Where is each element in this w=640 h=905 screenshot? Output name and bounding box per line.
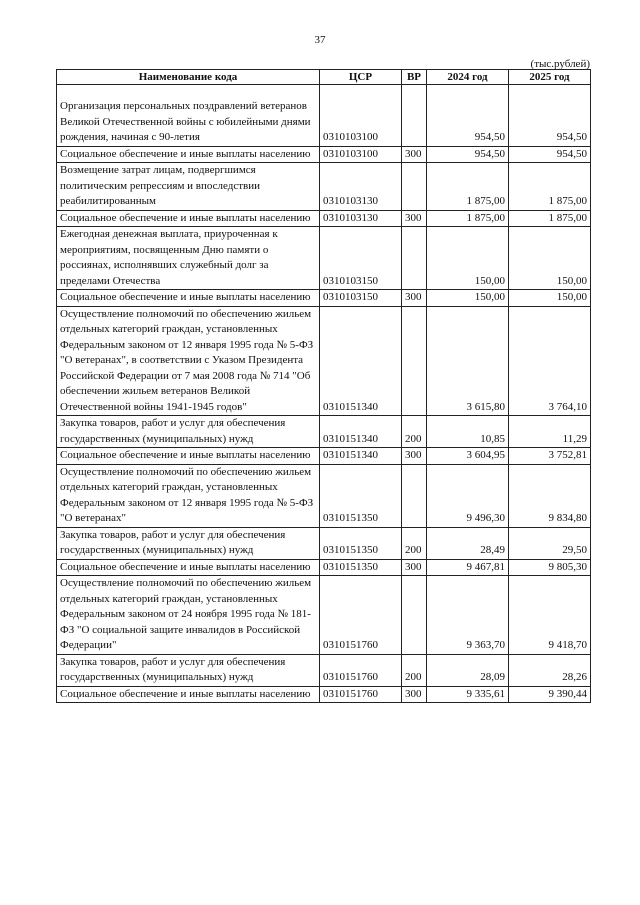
cell-vr bbox=[402, 85, 427, 147]
cell-name: Закупка товаров, работ и услуг для обеспечения государственных (муниципальных) нужд bbox=[57, 527, 320, 559]
cell-vr bbox=[402, 163, 427, 211]
cell-2024: 150,00 bbox=[427, 227, 509, 290]
header-2025: 2025 год bbox=[509, 70, 591, 85]
header-vr: ВР bbox=[402, 70, 427, 85]
cell-2025: 3 752,81 bbox=[509, 448, 591, 465]
cell-2025: 29,50 bbox=[509, 527, 591, 559]
cell-name: Социальное обеспечение и иные выплаты населению bbox=[57, 290, 320, 307]
table-row bbox=[57, 464, 591, 527]
budget-table bbox=[56, 69, 591, 703]
cell-csr: 0310151350 bbox=[320, 527, 402, 559]
cell-name: Социальное обеспечение и иные выплаты населению bbox=[57, 559, 320, 576]
table-row bbox=[57, 85, 591, 147]
cell-name: Осуществление полномочий по обеспечению жильем отдельных категорий граждан, установленных Федеральным законом от 12 января 1995 года № 5-ФЗ "О ветеранах" bbox=[57, 464, 320, 527]
cell-2024: 28,49 bbox=[427, 527, 509, 559]
cell-vr bbox=[402, 576, 427, 655]
cell-csr: 0310151760 bbox=[320, 654, 402, 686]
cell-2025: 1 875,00 bbox=[509, 163, 591, 211]
cell-2024: 1 875,00 bbox=[427, 210, 509, 227]
cell-csr: 0310151340 bbox=[320, 416, 402, 448]
cell-2025: 954,50 bbox=[509, 146, 591, 163]
cell-2025: 9 834,80 bbox=[509, 464, 591, 527]
cell-2024: 9 335,61 bbox=[427, 686, 509, 703]
cell-2025: 150,00 bbox=[509, 290, 591, 307]
table-row bbox=[57, 559, 591, 576]
table-row bbox=[57, 227, 591, 290]
cell-vr: 200 bbox=[402, 416, 427, 448]
cell-name: Ежегодная денежная выплата, приуроченная к мероприятиям, посвященным Дню памяти о россиянах, исполнявших служебный долг за пределами Отечества bbox=[57, 227, 320, 290]
cell-name: Закупка товаров, работ и услуг для обеспечения государственных (муниципальных) нужд bbox=[57, 654, 320, 686]
cell-2024: 954,50 bbox=[427, 146, 509, 163]
table-row bbox=[57, 210, 591, 227]
cell-name: Социальное обеспечение и иные выплаты населению bbox=[57, 146, 320, 163]
header-2024: 2024 год bbox=[427, 70, 509, 85]
header-name: Наименование кода bbox=[57, 70, 320, 85]
table-header-row bbox=[57, 70, 591, 85]
table-row bbox=[57, 686, 591, 703]
cell-2024: 3 604,95 bbox=[427, 448, 509, 465]
cell-2025: 954,50 bbox=[509, 85, 591, 147]
cell-csr: 0310103150 bbox=[320, 290, 402, 307]
table-row bbox=[57, 146, 591, 163]
cell-2024: 150,00 bbox=[427, 290, 509, 307]
table-row bbox=[57, 290, 591, 307]
cell-2025: 28,26 bbox=[509, 654, 591, 686]
cell-2024: 9 467,81 bbox=[427, 559, 509, 576]
cell-csr: 0310151350 bbox=[320, 559, 402, 576]
cell-name: Организация персональных поздравлений ветеранов Великой Отечественной войны с юбилейными днями рождения, начиная с 90-летия bbox=[57, 85, 320, 147]
cell-2024: 9 496,30 bbox=[427, 464, 509, 527]
cell-2025: 3 764,10 bbox=[509, 306, 591, 416]
cell-csr: 0310151340 bbox=[320, 306, 402, 416]
cell-csr: 0310103150 bbox=[320, 227, 402, 290]
cell-2025: 11,29 bbox=[509, 416, 591, 448]
table-row bbox=[57, 416, 591, 448]
cell-2024: 1 875,00 bbox=[427, 163, 509, 211]
cell-name: Социальное обеспечение и иные выплаты населению bbox=[57, 210, 320, 227]
cell-2025: 1 875,00 bbox=[509, 210, 591, 227]
cell-csr: 0310103130 bbox=[320, 210, 402, 227]
cell-2024: 28,09 bbox=[427, 654, 509, 686]
table-body bbox=[57, 85, 591, 703]
cell-2025: 9 418,70 bbox=[509, 576, 591, 655]
cell-vr: 200 bbox=[402, 527, 427, 559]
cell-vr bbox=[402, 227, 427, 290]
cell-vr: 300 bbox=[402, 210, 427, 227]
cell-vr: 300 bbox=[402, 146, 427, 163]
cell-2025: 9 805,30 bbox=[509, 559, 591, 576]
cell-name: Социальное обеспечение и иные выплаты населению bbox=[57, 448, 320, 465]
cell-name: Осуществление полномочий по обеспечению жильем отдельных категорий граждан, установленных Федеральным законом от 12 января 1995 года № 5-ФЗ "О ветеранах", в соответствии с Указом Президента Российской Федерации от 7 мая 2008 года № 714 "Об обеспечении жильем ветеранов Великой Отечественной войны 1941-1945 годов" bbox=[57, 306, 320, 416]
cell-vr bbox=[402, 306, 427, 416]
cell-vr: 300 bbox=[402, 290, 427, 307]
cell-name: Закупка товаров, работ и услуг для обеспечения государственных (муниципальных) нужд bbox=[57, 416, 320, 448]
cell-csr: 0310151760 bbox=[320, 686, 402, 703]
header-csr: ЦСР bbox=[320, 70, 402, 85]
cell-name: Социальное обеспечение и иные выплаты населению bbox=[57, 686, 320, 703]
cell-vr: 300 bbox=[402, 559, 427, 576]
cell-vr: 200 bbox=[402, 654, 427, 686]
table-row bbox=[57, 163, 591, 211]
cell-name: Осуществление полномочий по обеспечению жильем отдельных категорий граждан, установленных Федеральным законом от 24 ноября 1995 года № 181-ФЗ "О социальной защите инвалидов в Российской Федерации" bbox=[57, 576, 320, 655]
cell-vr: 300 bbox=[402, 686, 427, 703]
cell-2024: 954,50 bbox=[427, 85, 509, 147]
cell-vr: 300 bbox=[402, 448, 427, 465]
cell-2025: 150,00 bbox=[509, 227, 591, 290]
cell-csr: 0310151760 bbox=[320, 576, 402, 655]
cell-2025: 9 390,44 bbox=[509, 686, 591, 703]
cell-csr: 0310103130 bbox=[320, 163, 402, 211]
table-row bbox=[57, 654, 591, 686]
table-row bbox=[57, 527, 591, 559]
table-row bbox=[57, 576, 591, 655]
cell-vr bbox=[402, 464, 427, 527]
cell-name: Возмещение затрат лицам, подвергшимся политическим репрессиям и впоследствии реабилитированным bbox=[57, 163, 320, 211]
table-row bbox=[57, 306, 591, 416]
cell-csr: 0310103100 bbox=[320, 146, 402, 163]
cell-2024: 10,85 bbox=[427, 416, 509, 448]
cell-csr: 0310151340 bbox=[320, 448, 402, 465]
cell-csr: 0310151350 bbox=[320, 464, 402, 527]
page-number: 37 bbox=[314, 34, 326, 46]
cell-2024: 9 363,70 bbox=[427, 576, 509, 655]
cell-csr: 0310103100 bbox=[320, 85, 402, 147]
units-label: (тыс.рублей) bbox=[530, 58, 590, 70]
table-row bbox=[57, 448, 591, 465]
cell-2024: 3 615,80 bbox=[427, 306, 509, 416]
